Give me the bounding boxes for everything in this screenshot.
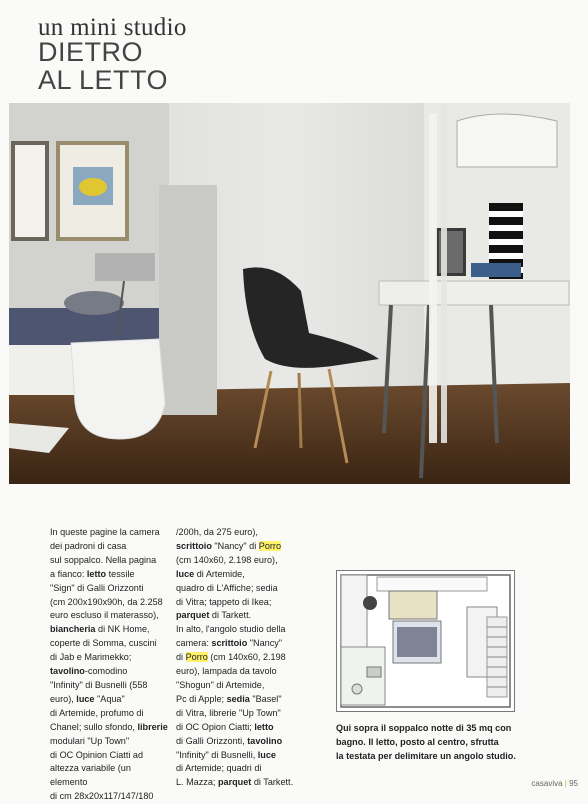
text-line [50,762,170,790]
text-line [176,762,294,776]
brand-highlight: Porro [258,540,282,551]
text-line [176,651,294,665]
text-segment: In queste pagine la camera [50,527,160,537]
text-segment: dei padroni di casa [50,540,127,551]
text-segment: a fianco: [50,568,87,579]
text-segment: "Infinity" di Busnelli, [176,749,258,760]
text-line [50,568,170,582]
text-line [50,665,170,679]
text-segment: camera: [176,638,212,649]
text-line [176,582,294,596]
text-segment: di Jab e Marimekko; [50,652,132,663]
title-main [38,38,238,94]
text-segment: euro), lampada da tavolo [176,666,277,677]
plan-caption [336,722,516,764]
text-segment: L. Mazza; [176,777,218,788]
text-segment: luce [257,749,276,760]
text-segment: coperte di Somma, cuscini [50,638,157,649]
text-segment: di Tarkett. [251,777,294,788]
text-segment: di Artemide, [194,568,245,579]
text-line [50,540,170,554]
text-line [176,609,294,623]
text-line [176,749,294,763]
text-segment: di [176,652,186,663]
text-line [50,735,170,749]
text-segment: di Vitra, librerie "Up Town" [176,707,281,718]
text-segment: In alto, l'angolo studio della [176,624,286,635]
title-line-2: DIETRO [38,37,144,67]
caption-line: la testata per delimitare un angolo studio. [336,750,516,761]
text-segment: parquet [217,777,252,788]
text-segment: di Artemide; quadri di [176,763,262,774]
text-segment: biancheria [50,624,96,635]
text-line [176,623,294,637]
text-segment: modulari "Up Town" [50,735,130,746]
text-line [50,790,170,804]
text-segment: /200h, da 275 euro), [176,527,258,537]
text-segment: di Artemide, profumo di [50,707,144,718]
text-segment: di Galli Orizzonti, [176,735,248,746]
text-line [176,679,294,693]
text-segment: -comodino [84,666,128,677]
text-line [176,554,294,568]
text-line [176,776,294,790]
text-line [50,651,170,665]
text-segment: di NK Home, [95,624,150,635]
text-segment: scrittoio [176,540,212,551]
text-line [176,526,294,540]
text-line [50,637,170,651]
caption-line: bagno. Il letto, posto al centro, sfrutta [336,736,499,747]
text-line [176,637,294,651]
text-line [50,526,170,540]
text-line [50,679,170,693]
text-line [176,540,294,554]
text-segment: euro), [50,693,77,704]
text-line [176,693,294,707]
text-segment: sedia [226,693,250,704]
brand-highlight: Porro [185,652,208,663]
text-segment: "Infinity" di Busnelli (558 [50,679,148,690]
text-line [176,596,294,610]
text-line [176,568,294,582]
text-segment: tavolino [247,735,283,746]
bedroom-photo [9,103,570,484]
text-segment: letto [254,721,274,732]
text-line [50,707,170,721]
text-segment: altezza variabile (un elemento [50,763,131,788]
text-line [50,721,170,735]
text-line [176,665,294,679]
text-segment: luce [76,693,95,704]
body-text-column-1 [50,526,170,804]
text-line [50,749,170,763]
title-line-1: un mini studio [38,14,187,41]
text-segment: luce [176,568,195,579]
text-segment: sul soppalco. Nella pagina [50,554,157,565]
text-segment: letto [86,568,107,579]
page-footer [531,779,578,788]
text-segment: "Basel" [249,693,282,704]
text-segment: (cm 200x190x90h, da 2.258 [50,596,163,607]
footer-separator: | [564,779,567,788]
text-segment: "Sign" di Galli Orizzonti [50,582,144,593]
text-segment: Chanel; sullo sfondo, [50,721,138,732]
text-line [50,609,170,623]
text-segment: quadro di L'Affiche; sedia [176,582,278,593]
text-segment: "Nancy" [247,638,283,649]
text-line [176,721,294,735]
text-line [50,623,170,637]
text-segment: (cm 140x60, 2.198 [207,652,286,663]
page-number: 95 [569,779,578,788]
text-segment: tavolino [50,666,85,677]
text-segment: parquet [176,610,210,621]
text-segment: di OC Opinion Ciatti ad [50,749,144,760]
title-line-3: AL LETTO [38,65,169,95]
text-segment: euro escluso il materasso), [50,610,159,621]
text-line [50,582,170,596]
text-segment: Pc di Apple; [176,693,227,704]
magazine-name: casaviva [531,779,563,788]
text-segment: di OC Opion Ciatti; [176,721,255,732]
text-line [176,707,294,721]
text-segment: scrittoio [211,638,248,649]
text-line [50,693,170,707]
caption-line: Qui sopra il soppalco notte di 35 mq con [336,723,512,733]
text-segment: di Tarkett. [209,610,252,621]
text-segment: di cm 28x20x117/147/180 [50,791,154,802]
floor-plan [336,570,515,712]
text-segment: "Nancy" di [211,540,259,551]
text-segment: librerie [137,721,168,732]
text-segment: "Aqua" [94,693,125,704]
body-text-column-2 [176,526,294,790]
text-line [50,596,170,610]
text-line [176,735,294,749]
text-line [50,554,170,568]
text-segment: tessile [106,568,135,579]
text-segment: (cm 140x60, 2.198 euro), [176,554,278,565]
text-segment: "Shogun" di Artemide, [176,679,265,690]
text-segment: di Vitra; tappeto di Ikea; [176,596,272,607]
